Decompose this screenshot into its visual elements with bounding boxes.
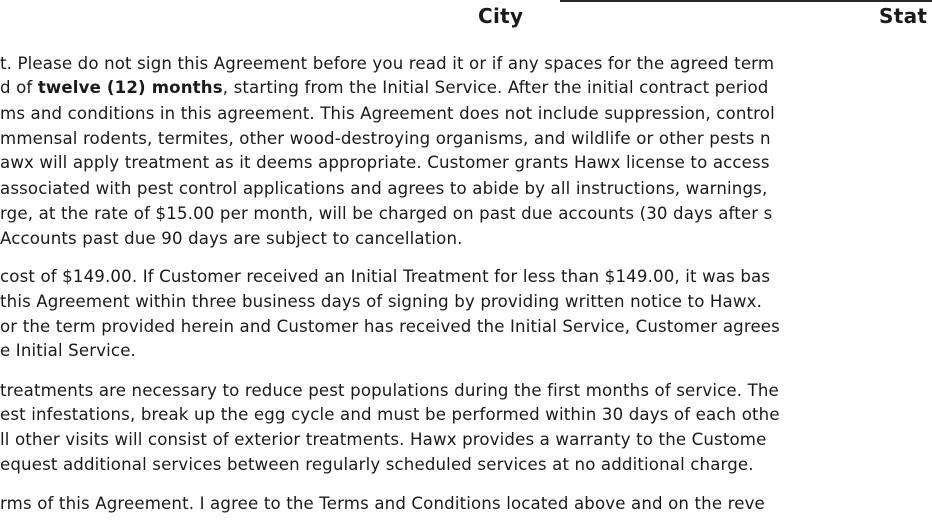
text-line: Accounts past due 90 days are subject to cancellation.: [0, 229, 463, 248]
text-line: d of twelve (12) months, starting from the Initial Service. After the initial contract period: [0, 78, 769, 97]
text-line: awx will apply treatment as it deems appropriate. Customer grants Hawx license to access: [0, 153, 770, 172]
text-line: est infestations, break up the egg cycle and must be performed within 30 days of each othe: [0, 405, 780, 424]
header-rule: [560, 0, 932, 2]
text-line: ll other visits will consist of exterior treatments. Hawx provides a warranty to the Custome: [0, 430, 767, 449]
text-line: rms of this Agreement. I agree to the Terms and Conditions located above and on the reve: [0, 494, 765, 513]
text-line: associated with pest control applications and agrees to abide by all instructions, warnings,: [0, 179, 768, 198]
text-line: this Agreement within three business days of signing by providing written notice to Hawx.: [0, 292, 762, 311]
text-line: or the term provided herein and Customer has received the Initial Service, Customer agrees: [0, 317, 780, 336]
text-line: ms and conditions in this agreement. This Agreement does not include suppression, control: [0, 104, 775, 123]
text-line: mmensal rodents, termites, other wood-destroying organisms, and wildlife or other pests n: [0, 129, 771, 148]
text-line: t. Please do not sign this Agreement before you read it or if any spaces for the agreed term: [0, 54, 775, 73]
text-line: e Initial Service.: [0, 341, 136, 360]
term-emphasis: twelve (12) months: [37, 78, 223, 97]
text-line: cost of $149.00. If Customer received an Initial Treatment for less than $149.00, it was bas: [0, 267, 771, 286]
state-label: Stat: [879, 4, 928, 28]
text-line: equest additional services between regularly scheduled services at no additional charge.: [0, 455, 754, 474]
text-line: rge, at the rate of $15.00 per month, will be charged on past due accounts (30 days after s: [0, 204, 773, 223]
city-label: City: [478, 4, 524, 28]
text-line: treatments are necessary to reduce pest populations during the first months of service. The: [0, 381, 779, 400]
